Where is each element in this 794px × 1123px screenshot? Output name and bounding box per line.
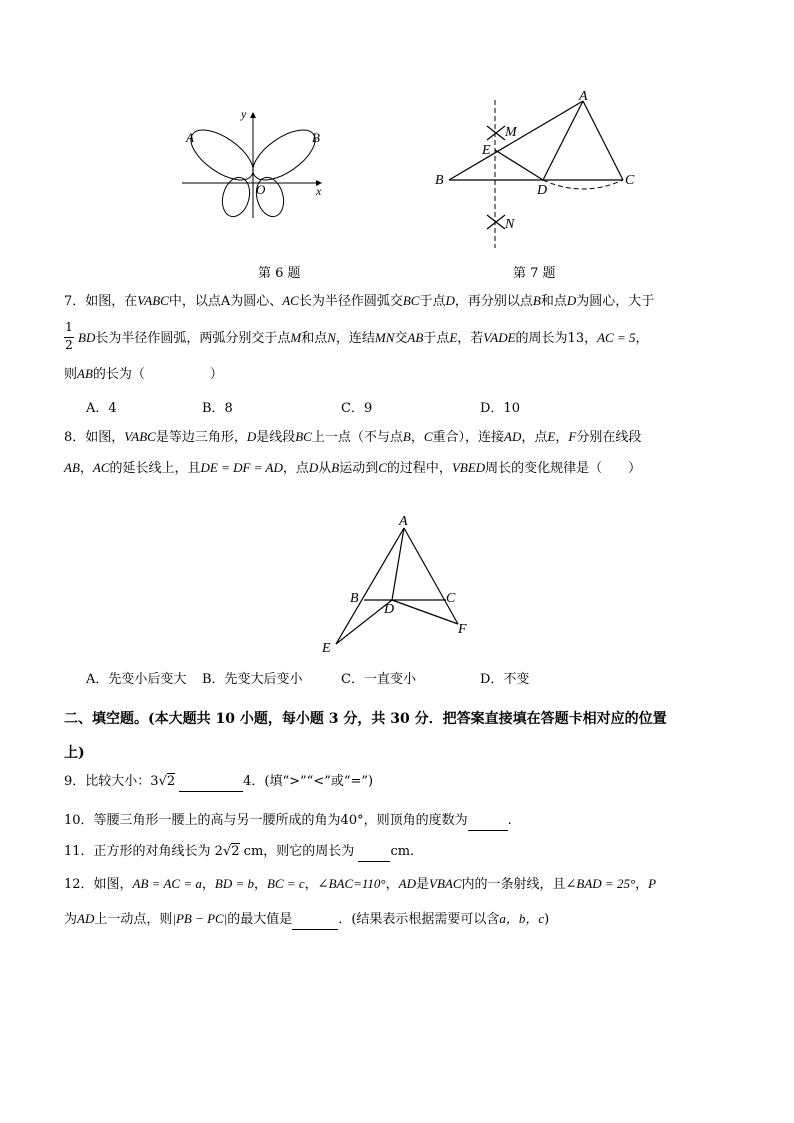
q12-line-2: 为AD上一动点，则|PB − PC|的最大值是 ．(结果表示根据需要可以含a，b，c)	[64, 910, 549, 930]
section-2-heading-line-2: 上)	[64, 745, 85, 761]
q7-option-b: B．8	[202, 401, 233, 416]
fig6-label-O: O	[256, 182, 266, 197]
sqrt-sign: √	[158, 774, 167, 789]
fig8-label-C: C	[446, 591, 456, 606]
figure-8	[320, 512, 480, 657]
fig8-label-D: D	[384, 602, 395, 617]
q12-line-1: 12．如图，AB = AC = a，BD = b，BC = c，∠BAC=110°，AD是VBAC内的一条射线，且∠BAD = 25°，P	[64, 876, 657, 892]
q10-line: 10．等腰三角形一腰上的高与另一腰所成的角为40°，则顶角的度数为 .	[64, 812, 512, 831]
fig6-label-y: y	[241, 107, 247, 121]
q9-radicand: 2	[166, 774, 176, 789]
q8-option-c: C．一直变小	[341, 672, 416, 687]
q11-line: 11．正方形的对角线长为 2√2 cm，则它的周长为 cm.	[64, 843, 414, 862]
sqrt-sign: √	[222, 844, 232, 859]
fig7-label-A: A	[579, 89, 588, 104]
fig8-label-A: A	[399, 514, 408, 529]
q8-option-a: A．先变小后变大	[86, 672, 187, 687]
q7-option-d: D．10	[480, 401, 520, 416]
fig6-label-B: B	[312, 130, 320, 145]
q8-option-b: B．先变大后变小	[202, 672, 303, 687]
fig6-label-x: x	[316, 184, 322, 198]
q11-radicand: 2	[231, 844, 240, 859]
figure-7-caption: 第 7 题	[513, 266, 556, 281]
figure-7	[425, 88, 645, 253]
fig8-label-B: B	[350, 591, 359, 606]
fig8-label-F: F	[458, 622, 467, 637]
fig7-label-C: C	[625, 173, 635, 188]
q7-option-c: C．9	[341, 401, 373, 416]
q10-answer-blank[interactable]	[468, 812, 508, 831]
q7-line-2: BD长为半径作圆弧，两弧分别交于点M和点N，连结MN交AB于点E，若VADE的周长为13，AC = 5，	[78, 330, 649, 346]
q7-option-a: A．4	[86, 401, 117, 416]
q7-line-1: 7．如图，在VABC中，以点A为圆心、AC长为半径作圆弧交BC于点D，再分别以点B和点D为圆心，大于	[64, 293, 655, 309]
fig7-label-N: N	[505, 217, 515, 232]
fig7-label-D: D	[537, 183, 548, 198]
fig8-label-E: E	[322, 641, 331, 656]
fig7-label-M: M	[505, 125, 517, 140]
q7-line-3: 则AB的长为（ ）	[64, 366, 223, 382]
q12-answer-blank[interactable]	[292, 911, 338, 930]
q9-answer-blank[interactable]	[179, 773, 243, 792]
figure-6-caption: 第 6 题	[258, 266, 301, 281]
q11-answer-blank[interactable]	[358, 843, 390, 862]
q9-line: 9．比较大小：3√2 4．(填“>”“<”或“=”)	[64, 773, 373, 792]
fig7-label-E: E	[482, 143, 491, 158]
section-2-heading-line-1: 二、填空题。(本大题共 10 小题，每小题 3 分，共 30 分．把答案直接填在答题卡相对应的位置	[64, 711, 667, 727]
q7-fraction-denominator: 2	[65, 338, 73, 352]
q8-line-2: AB，AC的延长线上，且DE = DF = AD，点D从B运动到C的过程中，VBED周长的变化规律是（ ）	[64, 460, 642, 476]
fig6-label-A: A	[186, 130, 194, 145]
fig7-label-B: B	[435, 173, 444, 188]
q8-option-d: D．不变	[480, 672, 530, 687]
figure-6	[170, 100, 340, 225]
q8-line-1: 8．如图，VABC是等边三角形，D是线段BC上一点（不与点B，C重合），连接AD，点E，F分别在线段	[64, 429, 642, 445]
q7-fraction-numerator: 1	[65, 320, 73, 334]
